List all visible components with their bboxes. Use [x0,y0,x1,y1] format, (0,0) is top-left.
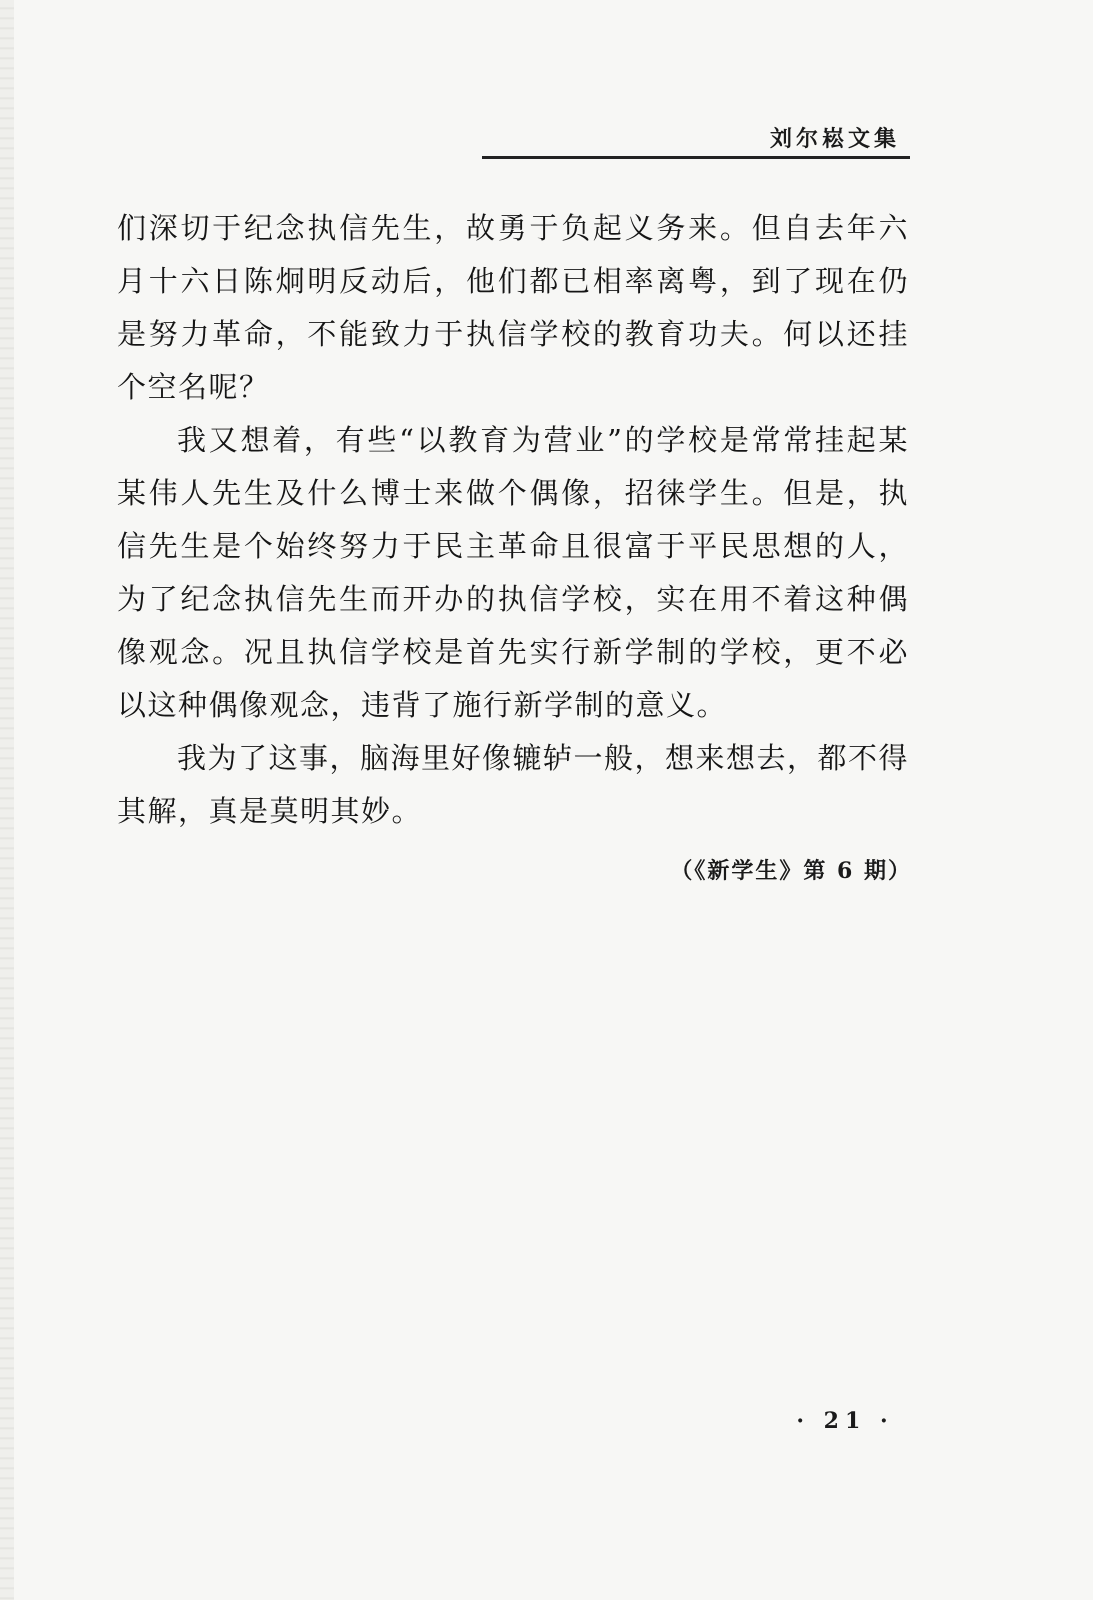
header-rule [482,156,910,159]
paragraph-continued: 们深切于纪念执信先生，故勇于负起义务来。但自去年六月十六日陈炯明反动后，他们都已相率离粤，到了现在仍是努力革命，不能致力于执信学校的教育功夫。何以还挂个空名呢？ [117,211,909,404]
body-text [117,202,909,838]
running-header: 刘尔崧文集 [769,126,900,152]
source-citation: （《新学生》第 6 期） [670,858,912,884]
page-number: · 21 · [796,1408,894,1434]
page-binding-edge [0,0,14,1600]
paragraph: 我又想着，有些“以教育为营业”的学校是常常挂起某某伟人先生及什么博士来做个偶像，招徕学生。但是，执信先生是个始终努力于民主革命且很富于平民思想的人，为了纪念执信先生而开办的执信学校，实在用不着这种偶像观念。况且执信学校是首先实行新学制的学校，更不必以这种偶像观念，违背了施行新学制的意义。 [117,423,909,722]
paragraph: 我为了这事，脑海里好像辘轳一般，想来想去，都不得其解，真是莫明其妙。 [117,741,910,828]
